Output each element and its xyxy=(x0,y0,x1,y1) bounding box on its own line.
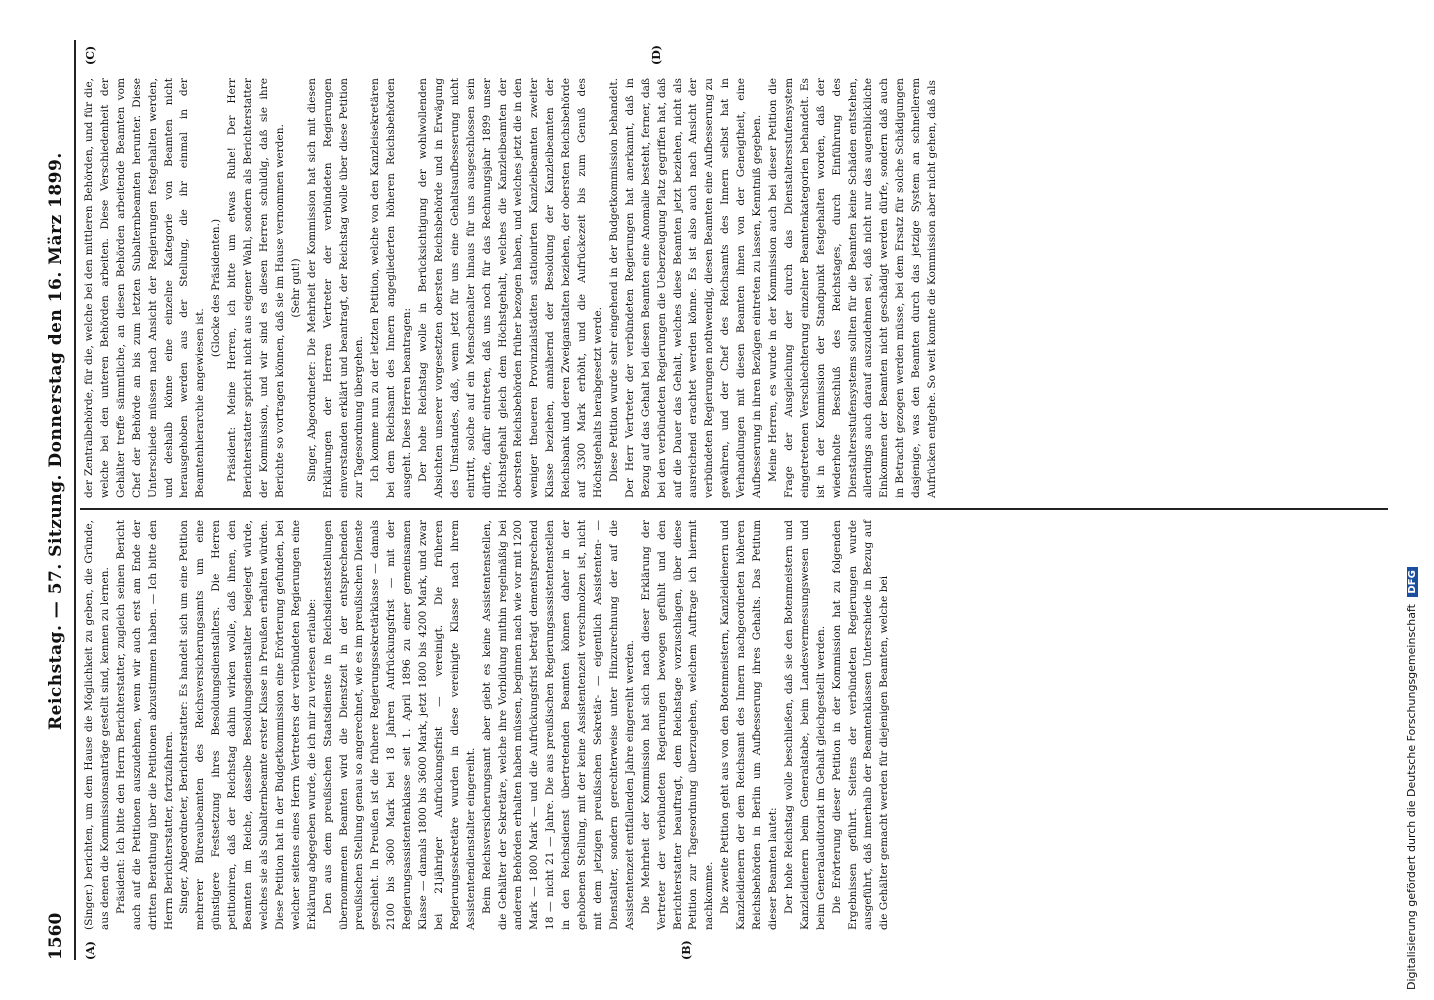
paragraph: Diese Petition wurde sehr eingehend in der Budgetkommission behandelt. Der Herr Vertreter der verbündeten Regierungen hat anerkannt, daß in Bezug auf das Gehalt bei diesen Beamten eine Anomalie besteht, ferner, daß bei den verbündeten Regierungen die Ueberzeugung Platz gegriffen hat, daß auf die Dauer das Gehalt, welches diese Beamten jetzt beziehen, nicht als ausreichend erachtet werden könne. Es ist also auch nach Ansicht der verbündeten Regierungen nothwendig, diesen Beamten eine Aufbesserung zu gewähren, und der Chef des Reichsamts des Innern selbst hat in Verhandlungen mit diesen Beamten ihnen von der Geneigtheit, eine Aufbesserung in ihren Bezügen eintreten zu lassen, Kenntniß gegeben. xyxy=(607,78,764,498)
rotated-page-content xyxy=(40,40,1400,960)
paragraph: Singer, Abgeordneter: Die Mehrheit der Kommission hat sich mit diesen Erklärungen der Herren Vertreter der verbündeten Regierungen einverstanden erklärt und beantragt, der Reichstag wolle über diese Petition zur Tagesordnung übergehen. xyxy=(305,78,366,498)
paragraph: Beim Reichsversicherungsamt aber giebt es keine Assistentenstellen, die Gehälter der Sekretäre, welche ihre Vorbildung mithin regelmäßig bei anderen Behörden erhalten haben müssen, beginnen nach wie vor mit 1200 Mark — 1800 Mark — und die Aufrückungsfrist beträgt dementsprechend 18 — nicht 21 — Jahre. Die aus preußischen Regierungsassistentenstellen in den Reichsdienst übertretenden Beamten können daher in der gehobenen Stellung, mit der keine Assistentenzeit verschmolzen ist, nicht mit dem jetzigen preußischen Sekretär- — eigentlich Assistenten- — Dienstalter, sondern gerechterweise unter Hinzurechnung der auf die Assistentenzeit entfallenden Jahre eingereiht werden. xyxy=(480,520,636,930)
running-title: Reichstag. — 57. Sitzung. Donnerstag den 16. März 1899. xyxy=(46,152,66,730)
digitization-note: Digitalisierung gefördert durch die Deutsche Forschungsgemeinschaft xyxy=(1405,604,1418,990)
paragraph: Singer, Abgeordneter, Berichterstatter: Es handelt sich um eine Petition mehrerer Büreaubeamten des Reichsversicherungsamts um eine günstigere Festsetzung ihres Besoldungsdienstalters. Die Herren petitioniren, daß der Reichstag dahin wirken wolle, daß ihnen, den Beamten im Reiche, dasselbe Besoldungsdienstalter beigelegt würde, welches sie als Subalternbeamte erster Klasse in Preußen erhalten würden. Diese Petition hat in der Budgetkommission eine Erörterung gefunden, bei welcher seitens eines Herrn Vertreters der verbündeten Regierungen eine Erklärung abgegeben wurde, die ich mir zu verlesen erlaube: xyxy=(178,520,318,930)
left-column xyxy=(82,520,1382,930)
paragraph: Den aus dem preußischen Staatsdienste in Reichsdienststellungen übernommenen Beamten wird die Dienstzeit in der entsprechenden preußischen Stellung genau so angerechnet, wie es im preußischen Dienste geschieht. In Preußen ist die frühere Regierungssekretärklasse — damals 2100 bis 3600 Mark bei 18 Jahren Aufrückungsfrist — mit der Regierungsassistentenklasse seit 1. April 1896 zu einer gemeinsamen Klasse — damals 1800 bis 3600 Mark, jetzt 1800 bis 4200 Mark, und zwar bei 21jähriger Aufrückungsfrist — vereinigt. Die früheren Regierungssekretäre wurden in diese vereinigte Klasse nach ihrem Assistentendienstalter eingereiht. xyxy=(321,520,477,930)
page-header xyxy=(40,60,70,960)
paragraph: Ich komme nun zu der letzten Petition, welche von den Kanzleisekretären bei dem Reichsamt des Innern angegliederten höheren Reichsbehörden ausgeht. Diese Herren beantragen: xyxy=(369,78,414,498)
paragraph: (Glocke des Präsidenten.) xyxy=(210,218,223,358)
paragraph: der Zentralbehörde, für die, welche bei den mittleren Behörden, und für die, welche bei den unteren Behörden arbeiten. Diese Verschiedenheit der Gehälter treffe sämmtliche, an diesen Behörden arbeitende Beamten vom Chef der Behörde an bis zum letzten Subalternbeamten herunter. Diese Unterschiede müssen nach Ansicht der Regierungen festgehalten werden, und deshalb könne eine einzelne Kategorie von Beamten nicht herausgehoben werden aus der Stellung, die ihr einmal in der Beamtenhierarchie angewiesen ist. xyxy=(83,78,207,498)
paragraph: Die Mehrheit der Kommission hat sich nach dieser Erklärung der Vertreter der verbündeten Regierungen bewogen gefühlt und den Berichterstatter beauftragt, dem Reichstage vorzuschlagen, über diese Petition zur Tagesordnung überzugehen, welchem Auftrage ich hiermit nachkomme. xyxy=(639,520,716,930)
paragraph: Präsident: Meine Herren, ich bitte um etwas Ruhe! Der Herr Berichterstatter spricht nicht aus eigener Wahl, sondern als Berichterstatter der Kommission, und wir sind es diesen Herren schuldig, daß sie ihre Berichte so vortragen können, daß sie im Hause vernommen werden. xyxy=(226,78,286,498)
column-divider xyxy=(80,508,1388,510)
paragraph: (Singer.) berichten, um dem Hause die Möglichkeit zu geben, die Gründe, aus denen die Kommissionsanträge gestellt sind, kennen zu lernen. xyxy=(83,520,111,930)
digitization-credit xyxy=(1405,10,1427,990)
margin-mark-a: (A) xyxy=(84,941,97,960)
paragraph: Die zweite Petition geht aus von den Botenmeistern, Kanzleidienern und Kanzleidienern der dem Reichsamt des Innern nachgeordneten höheren Reichsbehörden in Berlin um Aufbesserung ihres Gehalts. Das Petitum dieser Beamten lautet: xyxy=(719,520,779,930)
paragraph: (Sehr gut!) xyxy=(289,258,302,318)
paragraph: Der hohe Reichstag wolle beschließen, daß sie den Botenmeistern und Kanzleidienern beim Generalstabe, beim Landesvermessungswesen und beim Generalauditoriat im Gehalt gleichgestellt werden. xyxy=(782,520,827,930)
paragraph: Der hohe Reichstag wolle in Berücksichtigung der wohlwollenden Absichten unserer vorgesetzten obersten Reichsbehörde und in Erwägung des Umstandes, daß, wenn jetzt für uns eine Gehaltsaufbesserung nicht eintritt, solche auf ein Menschenalter hinaus für uns ausgeschlossen sein dürfte, dafür eintreten, daß uns noch für das Rechnungsjahr 1899 unser Höchstgehalt gleich dem Höchstgehalt, welches die Kanzleibeamten der obersten Reichsbehörden früher bezogen haben, und welches jetzt die in den weniger theueren Provinzialstädten stationirten Kanzleibeamten zweiter Klasse beziehen, annähernd der Besoldung der Kanzleibeamten der Reichsbank und deren Zweiganstalten beziehen, der obersten Reichsbehörde auf 3300 Mark erhöht, und die Aufrückezeit bis zum Genuß des Höchstgehalts herabgesetzt werde. xyxy=(417,78,604,498)
header-rule xyxy=(74,40,76,960)
margin-mark-b: (B) xyxy=(680,940,693,960)
paragraph: Die Erörterung dieser Petition in der Kommission hat zu folgenden Ergebnissen geführt. Seitens der verbündeten Regierungen wurde ausgeführt, daß innerhalb der Beamtenklassen Unterschiede in Bezug auf die Gehälter gemacht werden für diejenigen Beamten, welche bei xyxy=(830,520,891,930)
page-number: 1560 xyxy=(46,912,66,960)
paragraph: Präsident: Ich bitte den Herrn Berichterstatter, zugleich seinen Bericht auch auf die Petitionen auszudehnen, wenn wir auch erst am Ende der dritten Berathung über die Petitionen abzustimmen haben. — Ich bitte den Herrn Berichterstatter, fortzufahren. xyxy=(114,520,175,930)
right-column xyxy=(82,78,1382,498)
paragraph: Meine Herren, es wurde in der Kommission auch bei dieser Petition die Frage der Ausgleichung der durch das Dienstaltersstufensystem eingetretenen Verschlechterung einzelner Beamtenkategorien behandelt. Es ist in der Kommission der Standpunkt festgehalten worden, daß der wiederholte Beschluß des Reichstages, durch Einführung des Dienstaltersstufensystems sollten für die Beamten keine Schäden entstehen, allerdings auch darauf auszudehnen sei, daß nicht nur das augenblickliche Einkommen der Beamten nicht geschädigt werden dürfe, sondern daß auch in Betracht gezogen werden müsse, bei dem Ersatz für solche Schädigungen dasjenige, was den Beamten durch das jetzige System an schnellerem Aufrücken entgehe. So weit konnte die Kommission aber nicht gehen, daß als xyxy=(766,78,939,498)
dfg-logo: DFG xyxy=(1407,567,1418,596)
margin-mark-d: (D) xyxy=(650,45,663,65)
margin-mark-c: (C) xyxy=(84,45,97,65)
